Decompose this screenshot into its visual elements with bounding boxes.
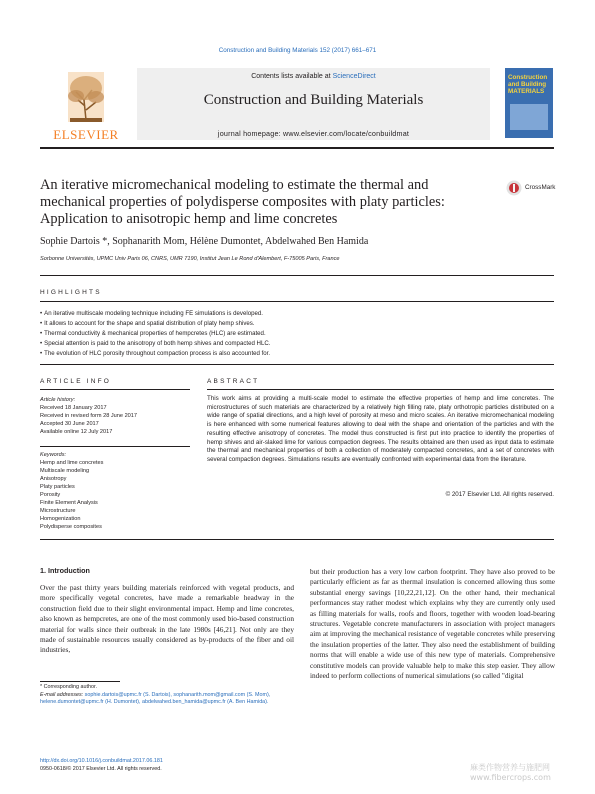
- authors: Sophie Dartois *, Sophanarith Mom, Hélène Dumontet, Abdelwahed Ben Hamida: [40, 236, 369, 247]
- divider: [40, 539, 554, 540]
- keyword: Platy particles: [40, 484, 75, 490]
- section-heading: 1. Introduction: [40, 566, 90, 575]
- journal-cover: [505, 68, 553, 138]
- journal-citation[interactable]: Construction and Building Materials 152 (2017) 661–671: [218, 47, 377, 54]
- keyword: Homogenization: [40, 516, 81, 522]
- cover-image: [510, 104, 548, 130]
- watermark: 麻类作物营养与施肥网 www.fibercrops.com: [470, 763, 551, 782]
- abstract-copyright: © 2017 Elsevier Ltd. All rights reserved.: [445, 491, 554, 498]
- article-info-heading: ARTICLE INFO: [40, 378, 112, 385]
- email-links[interactable]: sophie.dartois@upmc.fr (S. Dartois), sophanarith.mom@gmail.com (S. Mom), helene.dumontet@upmc.fr (H. Dumontet), abdelwahed.ben_hamida@upmc.fr (A. Ben Hamida).: [40, 691, 271, 705]
- crossmark-label: CrossMark: [525, 184, 556, 191]
- doi-block: [40, 758, 294, 773]
- body-column-left: Over the past thirty years building materials reinforced with vegetal products, and more specifically vegetal concretes, have made a remarkable headway in the construction field due to their slight environmental impact. Hemp and lime concretes, also known as hempcretes, are one of the most commonly used bio-based construction material for walls since their outbreak in the late 1980s [46,21]. Not only are they made of sustainable resources usually considered as by-products of the fiber and oil industries,: [40, 583, 294, 655]
- crossmark-icon: [506, 180, 522, 196]
- body-column-right: but their production has a very low carbon footprint. They have also proved to be particularly efficient as far as thermal insulation is concerned allowing thus some substantial energy savings [10,22,21,12]. On the other hand, their mechanical performances stay rather modest which explains why they are currently only used as filling materials for walls, roofs and floors, together with wooden load-bearing structures. Vegetable concrete manufacturers in association with project managers aim at improving the mechanical resistance of vegetable concretes while preserving the insulation properties of the latter. They also need the establishment of building norms that will enable a wide use of this new type of materials. Comprehensive constitutive models can provide valuable help to make this step easier. They allow indeed to perform collections of numerical simulations (so called "digital: [310, 567, 555, 681]
- abstract-text: This work aims at providing a multi-scale model to estimate the effective properties of hemp and lime concretes. The microstructures of such materials are characterized by a relatively high filling rate, platy orthotropic particles distributed on a wide range of spatial directions, and a high level of porosity at meso and micro scales. An iterative micromechanical modeling is here enhanced with some numerical features allowing to deal with the shape and orientation of the particles and with the resulting effective anisotropy of concretes. The model thus constructed is first put into practice to identify the properties of hemp shives and air-slaked lime for various compaction degrees. The results obtained are then used as input data to estimate the thermal and mechanical properties of both a collection of moderately compacted concretes, and a set of concretes with several compaction degrees. Simulations results are eventually confronted with experimental data from the literature.: [207, 395, 554, 463]
- history-item: Available online 12 July 2017: [40, 429, 113, 435]
- highlight-item: • Special attention is paid to the anisotropy of both hemp shives and compacted HLC.: [40, 339, 550, 349]
- contents-prefix: Contents lists available at: [251, 73, 333, 80]
- cover-title: Construction and Building MATERIALS: [508, 74, 548, 95]
- header-rule: [40, 147, 554, 149]
- divider: [40, 389, 190, 390]
- issn-line: 0950-0618/© 2017 Elsevier Ltd. All rights reserved.: [40, 765, 162, 772]
- highlights-heading: HIGHLIGHTS: [40, 289, 102, 296]
- divider: [207, 389, 554, 390]
- highlight-item: • The evolution of HLC porosity throughout compaction process is also accounted for.: [40, 349, 550, 359]
- doi-link[interactable]: http://dx.doi.org/10.1016/j.conbuildmat.2017.06.181: [40, 758, 163, 764]
- highlight-item: • It allows to account for the shape and spatial distribution of platy hemp shives.: [40, 319, 550, 329]
- corresponding-author-note: * Corresponding author.: [40, 684, 97, 690]
- journal-title: Construction and Building Materials: [203, 92, 424, 108]
- email-addresses: [40, 692, 294, 707]
- keywords-label: Keywords:: [40, 452, 67, 458]
- divider: [40, 364, 554, 365]
- keywords: [40, 451, 190, 531]
- journal-homepage[interactable]: journal homepage: www.elsevier.com/locate/conbuildmat: [217, 129, 410, 138]
- history-item: Accepted 30 June 2017: [40, 421, 99, 427]
- affiliation: Sorbonne Universités, UPMC Univ Paris 06, CNRS, UMR 7190, Institut Jean Le Rond d'Alembert, F-75005 Paris, France: [40, 256, 340, 262]
- abstract-heading: ABSTRACT: [207, 378, 260, 385]
- article-title: An iterative micromechanical modeling to estimate the thermal and mechanical properties of polydisperse composites with platy particles: Application to anisotropic hemp and lime concretes: [40, 177, 445, 227]
- footnote-rule: [40, 681, 120, 682]
- keyword: Multiscale modeling: [40, 468, 90, 474]
- divider: [40, 275, 554, 276]
- keyword: Polydisperse composites: [40, 524, 102, 530]
- highlight-item: • Thermal conductivity & mechanical properties of hempcretes (HLC) are estimated.: [40, 329, 550, 339]
- footnotes: [40, 684, 294, 707]
- keyword: Microstructure: [40, 508, 76, 514]
- highlights-list: [40, 309, 550, 359]
- keyword: Anisotropy: [40, 476, 67, 482]
- publisher-name: ELSEVIER: [53, 127, 119, 142]
- divider: [40, 301, 554, 302]
- keyword: Porosity: [40, 492, 61, 498]
- emails-label: E-mail addresses:: [40, 691, 85, 698]
- keyword: Hemp and lime concretes: [40, 460, 104, 466]
- history-item: Received 18 January 2017: [40, 405, 107, 411]
- crossmark-badge[interactable]: [506, 180, 556, 196]
- divider: [40, 446, 190, 447]
- contents-line: [137, 73, 490, 80]
- history-label: Article history:: [40, 397, 76, 403]
- sciencedirect-link[interactable]: ScienceDirect: [332, 73, 376, 80]
- article-history: [40, 396, 190, 436]
- highlight-item: • An iterative multiscale modeling technique including FE simulations is developed.: [40, 309, 550, 319]
- keyword: Finite Element Analysis: [40, 500, 98, 506]
- history-item: Received in revised form 28 June 2017: [40, 413, 138, 419]
